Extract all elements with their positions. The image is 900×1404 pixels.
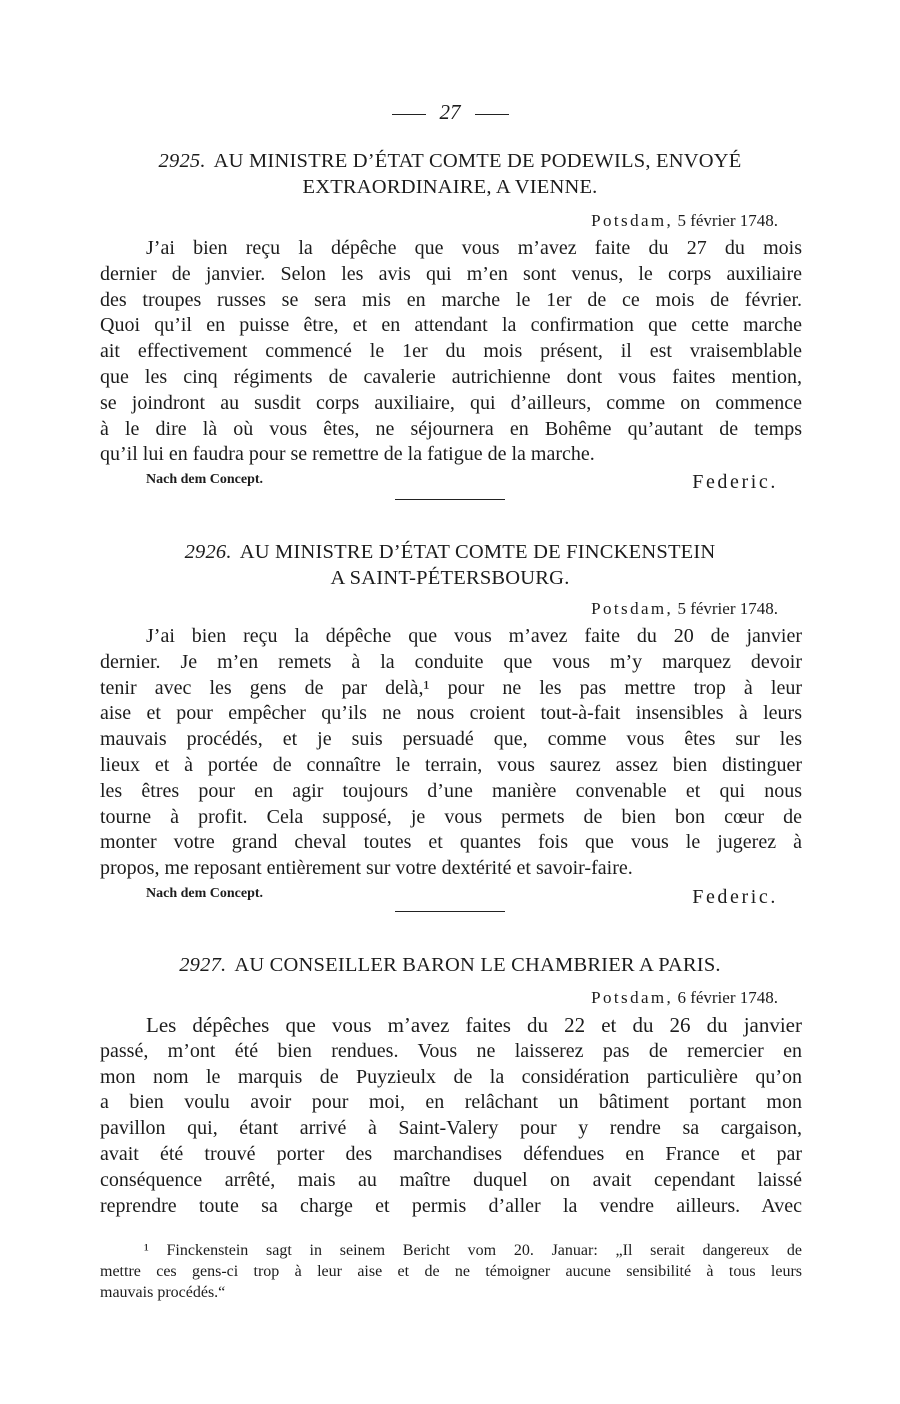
dateline-place: Potsdam, (591, 599, 674, 618)
letter-body-2925 (100, 236, 802, 468)
heading-line-1: AU MINISTRE D’ÉTAT COMTE DE PODEWILS, ENVOYÉ (213, 150, 742, 172)
section-divider (395, 911, 505, 912)
body-line: aise et pour empêcher qu’ils ne nous croient tout-à-fait insensibles à leurs (100, 702, 802, 725)
page-number-dash-right (475, 114, 509, 115)
body-line: J’ai bien reçu la dépêche que vous m’avez faite du 27 du mois (146, 237, 802, 259)
body-line: tourne à profit. Cela supposé, je vous permets de bien bon cœur de (100, 805, 802, 828)
body-line: passé, m’ont été bien rendues. Vous ne laisserez pas de remercier en (100, 1039, 802, 1062)
body-line: pavillon qui, étant arrivé à Saint-Valery pour y rendre sa cargaison, (100, 1117, 802, 1140)
section-divider (395, 499, 505, 500)
body-line: que les cinq régiments de cavalerie autrichienne dont vous faites mention, (100, 365, 802, 388)
body-line: Les dépêches que vous m’avez faites du 22 et du 26 du janvier (146, 1013, 802, 1037)
body-line: des troupes russes se sera mis en marche le 1er de ce mois de février. (100, 288, 802, 311)
letter-body-2927 (100, 1013, 802, 1219)
body-line: à le dire là où vous êtes, ne séjournera en Bohême qu’autant de temps (100, 417, 802, 440)
source-note: Nach dem Concept. (146, 472, 264, 487)
page-number-dash-left (392, 114, 426, 115)
page-number (0, 100, 900, 125)
body-line: les êtres pour en agir toujours d’une manière convenable et qui nous (100, 779, 802, 802)
body-line: reprendre toute sa charge et permis d’aller la vendre ailleurs. Avec (100, 1194, 802, 1217)
dateline-2926 (591, 599, 778, 619)
letter-heading-2926 (100, 539, 800, 591)
body-line: dernier de janvier. Selon les avis qui m’en sont venus, le corps auxiliaire (100, 262, 802, 285)
dateline-place: Potsdam, (591, 211, 674, 230)
letter-heading-2925 (100, 148, 800, 200)
body-line: ait effectivement commencé le 1er du mois présent, il est vraisemblable (100, 340, 802, 363)
body-line: avait été trouvé porter des marchandises défendues en France et par (100, 1142, 802, 1165)
page-number-text: 27 (439, 100, 461, 124)
heading-line-2: A SAINT-PÉTERSBOURG. (330, 567, 570, 589)
body-line: Quoi qu’il en puisse être, et en attendant la confirmation que cette marche (100, 314, 802, 337)
dateline-place: Potsdam, (591, 988, 674, 1007)
footnote (100, 1240, 802, 1303)
letter-number: 2926. (184, 541, 232, 563)
dateline-2927 (591, 988, 778, 1008)
body-line: lieux et à portée de connaître le terrain, vous saurez assez bien distinguer (100, 753, 802, 776)
body-line: mon nom le marquis de Puyzieulx de la considération particulière qu’on (100, 1065, 802, 1088)
letter-number: 2927. (179, 954, 227, 976)
source-note: Nach dem Concept. (146, 886, 264, 901)
body-line: propos, me reposant entièrement sur votre dextérité et savoir-faire. (100, 857, 633, 880)
dateline-date: 5 février 1748. (677, 211, 778, 230)
heading-line-1: AU MINISTRE D’ÉTAT COMTE DE FINCKENSTEIN (239, 541, 716, 563)
letter-body-2926 (100, 624, 802, 882)
footnote-line: ¹ Finckenstein sagt in seinem Bericht vom 20. Januar: „Il serait dangereux de (144, 1242, 802, 1259)
body-line: dernier. Je m’en remets à la conduite que vous m’y marquez devoir (100, 650, 802, 673)
dateline-date: 5 février 1748. (677, 599, 778, 618)
dateline-date: 6 février 1748. (677, 988, 778, 1007)
letter-heading-2927 (100, 952, 800, 978)
heading-line-2: EXTRAORDINAIRE, A VIENNE. (302, 176, 598, 198)
heading-line-1: AU CONSEILLER BARON LE CHAMBRIER A PARIS. (234, 954, 721, 976)
letter-number: 2925. (158, 150, 206, 172)
dateline-2925 (591, 211, 778, 231)
signature: Federic. (692, 471, 778, 493)
body-line: qu’il lui en faudra pour se remettre de la fatigue de la marche. (100, 443, 595, 466)
body-line: conséquence arrêté, mais au maître duquel on avait cependant laissé (100, 1168, 802, 1191)
body-line: tenir avec les gens de par delà,¹ pour ne les pas mettre trop à leur (100, 676, 802, 699)
body-line: mauvais procédés, et je suis persuadé que, comme vous êtes sur les (100, 728, 802, 751)
footnote-line: mettre ces gens-ci trop à leur aise et de ne témoigner aucune sensibilité à tous leurs (100, 1263, 802, 1280)
body-line: monter votre grand cheval toutes et quantes fois que vous le jugerez à (100, 831, 802, 854)
signature: Federic. (692, 886, 778, 908)
body-line: se joindront au susdit corps auxiliaire, qui d’ailleurs, comme on commence (100, 391, 802, 414)
body-line: J’ai bien reçu la dépêche que vous m’avez faite du 20 de janvier (146, 625, 802, 647)
body-line: a bien voulu avoir pour moi, en relâchant un bâtiment portant mon (100, 1091, 802, 1114)
footnote-line: mauvais procédés.“ (100, 1284, 226, 1301)
